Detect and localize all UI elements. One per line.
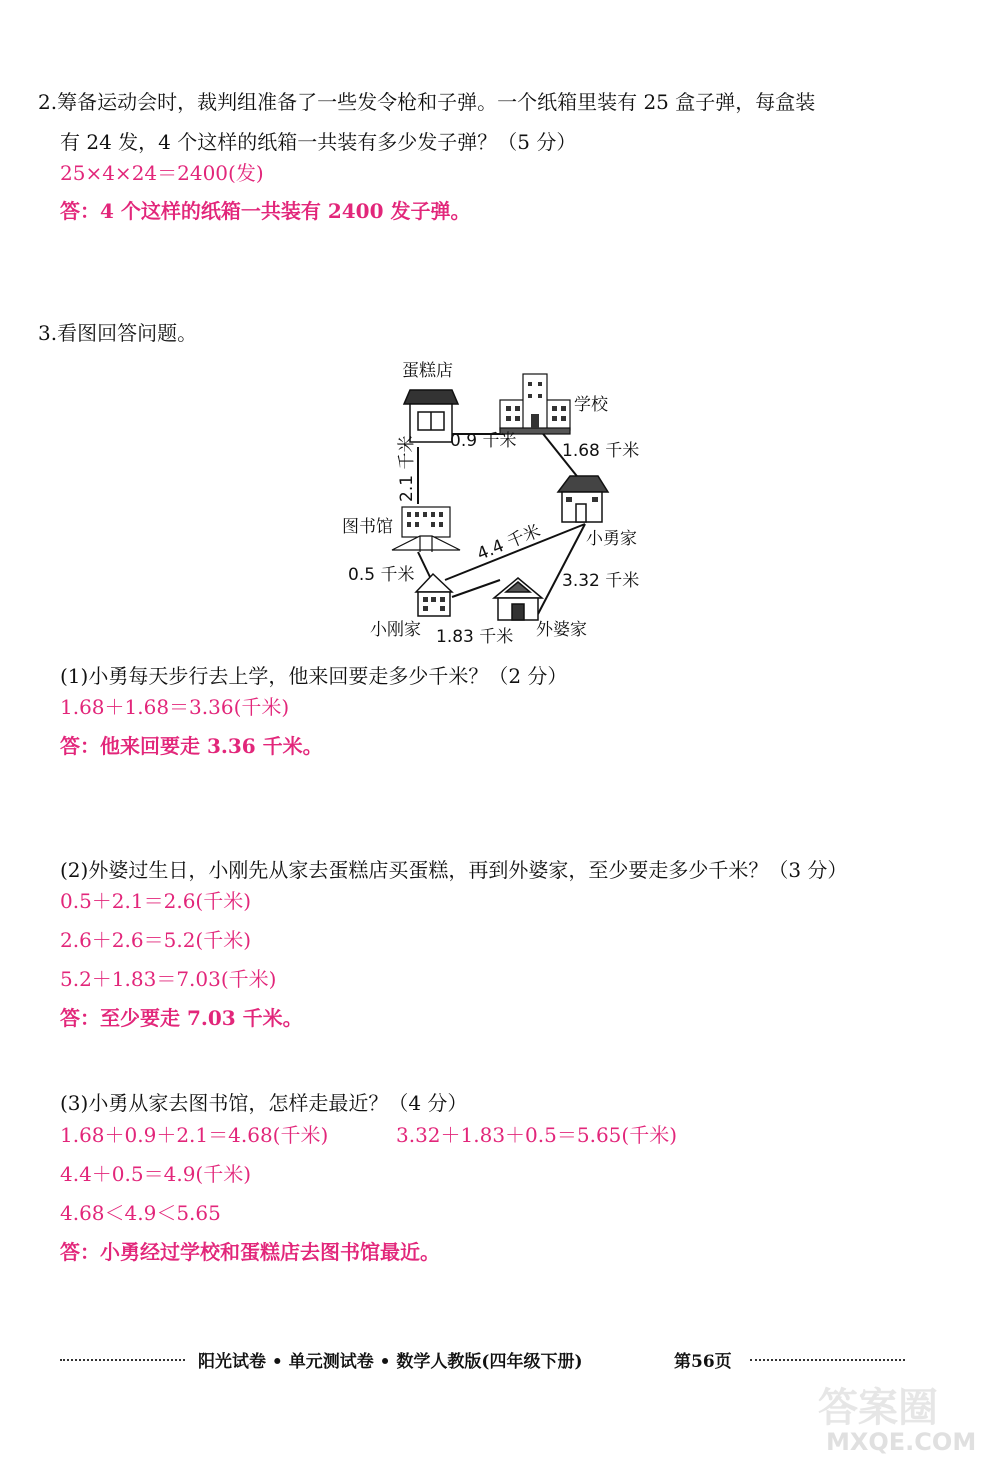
q2-text-line1: 2.筹备运动会时，裁判组准备了一些发令枪和子弹。一个纸箱里装有 25 盒子弹，每盒装	[38, 90, 816, 114]
q2-text-line2: 有 24 发，4 个这样的纸箱一共装有多少发子弹？（5 分）	[60, 130, 577, 154]
q3-p3-answer: 答：小勇经过学校和蛋糕店去图书馆最近。	[60, 1240, 440, 1264]
q3-p3-calc2: 3.32＋1.83＋0.5＝5.65(千米)	[396, 1123, 678, 1147]
q3-p1-calc: 1.68＋1.68＝3.36(千米)	[60, 695, 290, 719]
watermark-logo: 答案圈	[818, 1385, 938, 1431]
distance-xiaoyong-grandma: 3.32 千米	[562, 571, 640, 591]
footer-dots-left	[60, 1359, 185, 1361]
q3-title: 3.看图回答问题。	[38, 321, 198, 345]
q3-p1-question: (1)小勇每天步行去上学，他来回要走多少千米？（2 分）	[60, 664, 568, 688]
q2-calc: 25×4×24＝2400(发)	[60, 161, 264, 185]
q2-answer: 答：4 个这样的纸箱一共装有 2400 发子弹。	[60, 199, 471, 223]
q3-p2-answer: 答：至少要走 7.03 千米。	[60, 1006, 303, 1030]
page-footer	[60, 1347, 910, 1373]
q3-p3-calc1: 1.68＋0.9＋2.1＝4.68(千米)	[60, 1123, 329, 1147]
q3-p3-question: (3)小勇从家去图书馆，怎样走最近？（4 分）	[60, 1091, 468, 1115]
label-xiaoyong-home: 小勇家	[586, 529, 637, 549]
route-map	[330, 352, 670, 652]
library-icon	[392, 507, 460, 552]
label-library: 图书馆	[342, 517, 393, 537]
road-xiaoyong-grandma	[538, 524, 585, 614]
watermark-url: MXQE.COM	[826, 1428, 977, 1456]
footer-title: 阳光试卷 • 单元测试卷 • 数学人教版(四年级下册)	[198, 1352, 583, 1372]
footer-page-number: 第56页	[674, 1352, 732, 1372]
grandma-home-icon	[494, 578, 542, 620]
distance-cake-school: 0.9 千米	[450, 431, 517, 451]
q3-p3-calc3: 4.4＋0.5＝4.9(千米)	[60, 1162, 252, 1186]
q3-p2-calc2: 2.6＋2.6＝5.2(千米)	[60, 928, 252, 952]
distance-xiaogang-grandma: 1.83 千米	[436, 627, 514, 647]
q3-p2-calc1: 0.5＋2.1＝2.6(千米)	[60, 889, 252, 913]
road-library-xiaogang	[418, 552, 430, 577]
label-school: 学校	[574, 395, 608, 415]
distance-xiaoyong-xiaogang: 4.4 千米	[474, 521, 544, 565]
footer-dots-right	[750, 1359, 905, 1361]
xiaoyong-home-icon	[558, 476, 608, 522]
road-xiaogang-grandma	[452, 580, 500, 597]
q3-p1-answer: 答：他来回要走 3.36 千米。	[60, 734, 323, 758]
label-grandma-home: 外婆家	[536, 620, 587, 640]
distance-cake-library: 2.1 千米	[397, 435, 417, 502]
q3-p3-calc4: 4.68＜4.9＜5.65	[60, 1201, 221, 1225]
q3-p2-question: (2)外婆过生日，小刚先从家去蛋糕店买蛋糕，再到外婆家，至少要走多少千米？（3 分）	[60, 858, 848, 882]
label-cake-shop: 蛋糕店	[402, 361, 453, 381]
school-icon	[500, 374, 570, 434]
q3-p2-calc3: 5.2＋1.83＝7.03(千米)	[60, 967, 277, 991]
distance-library-xiaogang: 0.5 千米	[348, 565, 415, 585]
label-xiaogang-home: 小刚家	[370, 620, 421, 640]
distance-school-xiaoyong: 1.68 千米	[562, 441, 640, 461]
